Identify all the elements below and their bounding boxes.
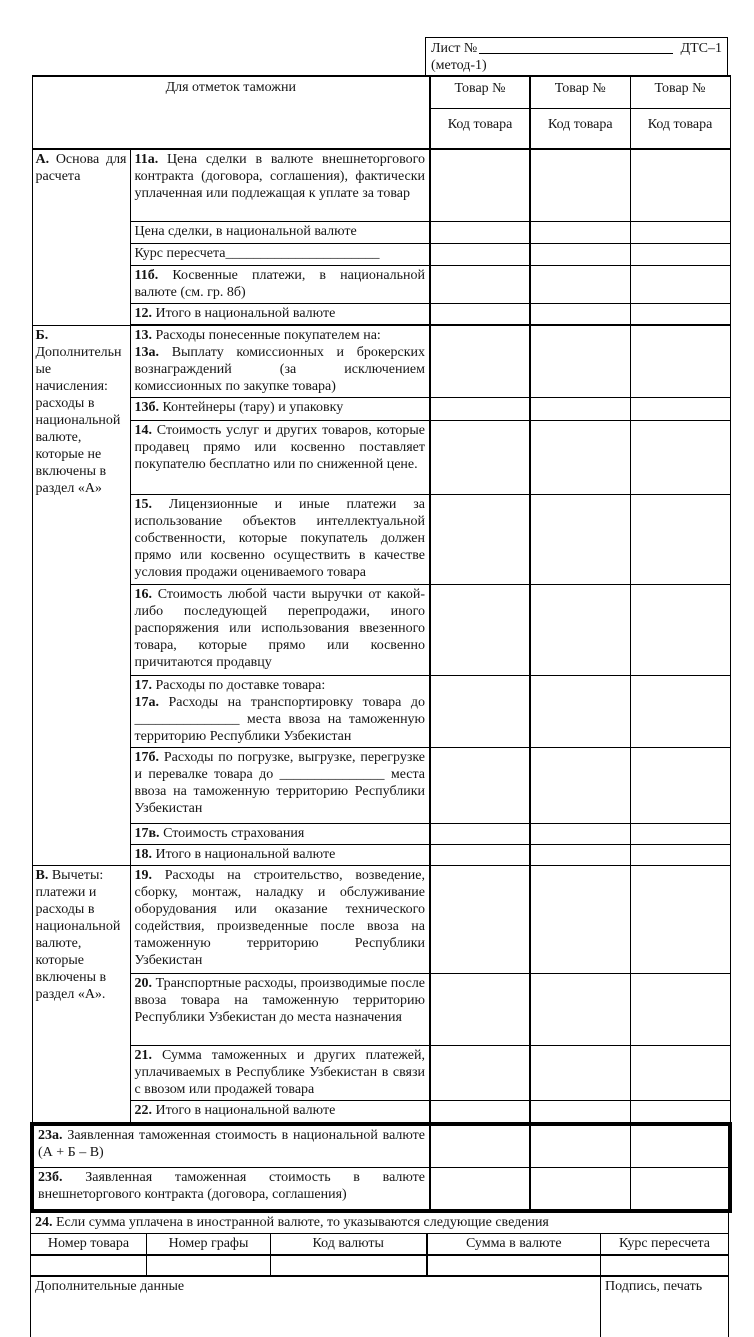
row-15-description xyxy=(130,495,430,585)
value-cell xyxy=(430,748,530,824)
value-cell xyxy=(630,266,730,304)
row-13-line xyxy=(135,327,426,344)
row-23a xyxy=(32,1124,730,1168)
section-a-text: Основа для расчета xyxy=(35,152,127,184)
row-text: Расходы по погрузке, выгрузке, перегрузке и перевалке товара до _______________ места ввоза на таможенную территорию Республики Узбекистан xyxy=(134,750,426,816)
row-exchange-rate-description xyxy=(130,244,430,266)
value-cell xyxy=(430,585,530,676)
row-17-description xyxy=(130,676,430,748)
value-cell xyxy=(630,398,730,421)
entry-cell-box-number xyxy=(147,1255,271,1276)
product-no-header-3: Товар № xyxy=(630,76,730,109)
row-17b xyxy=(32,748,730,824)
section-b-label xyxy=(32,325,130,866)
value-cell xyxy=(530,824,630,845)
product-code-header-2: Код товара xyxy=(530,109,630,150)
row-16 xyxy=(32,585,730,676)
row-text: Стоимость любой части выручки от какой-либо последующей перепродажи, иного распоряжения или использования ввезенного товара, которые прямо или косвенно причитаются продавцу xyxy=(134,587,426,670)
sheet-number-line xyxy=(431,40,722,57)
row-15 xyxy=(32,495,730,585)
row-13a-line xyxy=(135,344,426,395)
row-11b-description xyxy=(130,266,430,304)
sheet-number-box xyxy=(425,37,728,75)
section-v-num: В. xyxy=(35,868,49,883)
currency-table-header-row xyxy=(31,1234,729,1256)
row-11a xyxy=(32,149,730,222)
value-cell xyxy=(530,495,630,585)
value-cell xyxy=(530,845,630,866)
value-cell xyxy=(430,398,530,421)
value-cell xyxy=(430,222,530,244)
row-22 xyxy=(32,1101,730,1125)
value-cell xyxy=(430,1168,530,1212)
value-cell xyxy=(530,748,630,824)
row-11a-description xyxy=(130,149,430,222)
customs-marks-header: Для отметок таможни xyxy=(32,76,430,149)
section-b-num: Б. xyxy=(35,327,49,343)
column-header-box-number: Номер графы xyxy=(147,1234,271,1256)
value-cell xyxy=(530,676,630,748)
row-exchange-rate xyxy=(32,244,730,266)
sheet-label: Лист № xyxy=(431,41,478,56)
row-11b xyxy=(32,266,730,304)
value-cell xyxy=(630,1046,730,1101)
row-12 xyxy=(32,304,730,326)
value-cell xyxy=(530,421,630,495)
row-text: Курс пересчета______________________ xyxy=(134,246,380,261)
row-24 xyxy=(31,1213,729,1234)
value-cell xyxy=(630,495,730,585)
value-cell xyxy=(430,845,530,866)
row-text: Итого в национальной валюте xyxy=(155,306,336,321)
value-cell xyxy=(630,325,730,398)
row-17 xyxy=(32,676,730,748)
row-17v-description xyxy=(130,824,430,845)
row-text: Заявленная таможенная стоимость в национальной валюте (А + Б – В) xyxy=(38,1128,426,1160)
row-13b-description xyxy=(130,398,430,421)
column-header-amount: Сумма в валюте xyxy=(427,1234,601,1256)
row-deal-price-description xyxy=(130,222,430,244)
value-cell xyxy=(630,304,730,326)
row-text: Цена сделки, в национальной валюте xyxy=(134,224,357,239)
additional-data-cell: Дополнительные данные xyxy=(31,1276,601,1337)
section-a-num: А. xyxy=(35,152,50,167)
value-cell xyxy=(530,304,630,326)
row-text: Стоимость услуг и других товаров, которые продавец прямо или косвенно поставляет покупателю бесплатно или по сниженной цене. xyxy=(134,423,426,472)
row-num: 18. xyxy=(134,847,152,862)
row-num: 15. xyxy=(134,497,152,512)
value-cell xyxy=(630,1101,730,1125)
row-text: Транспортные расходы, производимые после ввоза товара на таможенную территорию Республики Узбекистан до места назначения xyxy=(134,976,426,1025)
value-cell xyxy=(430,866,530,974)
value-cell xyxy=(530,1124,630,1168)
value-cell xyxy=(630,824,730,845)
entry-cell-product-number xyxy=(31,1255,147,1276)
row-23b xyxy=(32,1168,730,1212)
value-cell xyxy=(630,149,730,222)
row-text: Расходы на транспортировку товара до _______________ места ввоза на таможенную территорию Республики Узбекистан xyxy=(134,695,426,744)
product-no-header-2: Товар № xyxy=(530,76,630,109)
value-cell xyxy=(630,244,730,266)
row-22-description xyxy=(130,1101,430,1125)
row-19 xyxy=(32,866,730,974)
row-num: 16. xyxy=(134,587,152,602)
row-num: 17а. xyxy=(134,695,159,710)
row-text: Расходы на строительство, возведение, сборку, монтаж, наладку и обслуживание оборудования или оказание технического содействия, произведенные после ввоза на таможенную территорию Республики Узбекистан xyxy=(134,868,426,968)
row-23a-description xyxy=(32,1124,430,1168)
value-cell xyxy=(530,398,630,421)
section-v-text: Вычеты: платежи и расходы в национальной валюте, которые включены в раздел «А». xyxy=(35,868,121,1002)
row-num: 17б. xyxy=(134,750,159,765)
value-cell xyxy=(630,222,730,244)
value-cell xyxy=(430,149,530,222)
value-cell xyxy=(530,266,630,304)
value-cell xyxy=(530,585,630,676)
value-cell xyxy=(530,149,630,222)
signature-stamp-cell: Подпись, печать xyxy=(601,1276,729,1337)
row-17b-description xyxy=(130,748,430,824)
section-b-text: Дополнительные начисления: расходы в национальной валюте, которые не включены в раздел «А» xyxy=(35,344,122,496)
value-cell xyxy=(430,304,530,326)
value-cell xyxy=(630,748,730,824)
row-text: Цена сделки в валюте внешнеторгового контракта (договора, соглашения), фактически уплаченная или подлежащая к уплате за товар xyxy=(134,152,426,201)
row-num: 22. xyxy=(134,1103,152,1118)
row-16-description xyxy=(130,585,430,676)
row-text: Контейнеры (тару) и упаковку xyxy=(162,400,344,415)
row-num: 11б. xyxy=(134,268,159,283)
row-text: Итого в национальной валюте xyxy=(155,1103,336,1118)
section-a-label xyxy=(32,149,130,325)
row-num: 14. xyxy=(134,423,152,438)
additional-data-row xyxy=(31,1276,729,1337)
row-18 xyxy=(32,845,730,866)
value-cell xyxy=(530,866,630,974)
row-num: 17в. xyxy=(134,826,160,841)
row-12-description xyxy=(130,304,430,326)
value-cell xyxy=(630,585,730,676)
value-cell xyxy=(530,1101,630,1125)
row-num: 21. xyxy=(134,1048,152,1063)
value-cell xyxy=(530,325,630,398)
value-cell xyxy=(530,974,630,1046)
product-code-header-1: Код товара xyxy=(430,109,530,150)
row-21-description xyxy=(130,1046,430,1101)
row-14-description xyxy=(130,421,430,495)
entry-cell-amount xyxy=(427,1255,601,1276)
value-cell xyxy=(430,421,530,495)
row-17a-line xyxy=(135,694,426,745)
section-v-label xyxy=(32,866,130,1125)
row-num: 23а. xyxy=(38,1128,63,1143)
product-no-header-1: Товар № xyxy=(430,76,530,109)
row-23b-description xyxy=(32,1168,430,1212)
row-text: Выплату комиссионных и брокерских вознаграждений (за исключением комиссионных по закупке товара) xyxy=(134,345,426,394)
value-cell xyxy=(630,866,730,974)
row-13 xyxy=(32,325,730,398)
row-text: Сумма таможенных и других платежей, уплачиваемых в Республике Узбекистан в связи с ввозом или продажей товара xyxy=(134,1048,426,1097)
value-cell xyxy=(630,974,730,1046)
row-num: 13. xyxy=(134,328,152,343)
value-cell xyxy=(630,1124,730,1168)
row-num: 11а. xyxy=(134,152,159,167)
row-text: Стоимость страхования xyxy=(163,826,305,841)
value-cell xyxy=(530,244,630,266)
row-24-description xyxy=(31,1213,729,1234)
form-code-label: ДТС–1 xyxy=(680,41,722,56)
value-cell xyxy=(630,676,730,748)
row-num: 24. xyxy=(35,1215,53,1230)
sheet-number-blank xyxy=(479,53,672,54)
value-cell xyxy=(430,676,530,748)
value-cell xyxy=(430,974,530,1046)
row-deal-price xyxy=(32,222,730,244)
row-18-description xyxy=(130,845,430,866)
value-cell xyxy=(430,495,530,585)
row-text: Заявленная таможенная стоимость в валюте внешнеторгового контракта (договора, соглашения) xyxy=(38,1170,426,1202)
row-14 xyxy=(32,421,730,495)
row-19-description xyxy=(130,866,430,974)
row-text: Лицензионные и иные платежи за использование объектов интеллектуальной собственности, которые покупатель должен прямо или косвенно осуществить в качестве условия продажи оцениваемого товара xyxy=(134,497,426,580)
row-num: 12. xyxy=(134,306,152,321)
row-13b xyxy=(32,398,730,421)
value-cell xyxy=(430,1046,530,1101)
row-num: 17. xyxy=(134,678,152,693)
row-text: Расходы по доставке товара: xyxy=(155,678,326,693)
form-dts1 xyxy=(30,37,728,1337)
row-num: 23б. xyxy=(38,1170,63,1185)
row-num: 13б. xyxy=(134,400,159,415)
row-text: Косвенные платежи, в национальной валюте (см. гр. 8б) xyxy=(134,268,426,300)
value-cell xyxy=(630,845,730,866)
value-cell xyxy=(630,421,730,495)
entry-cell-exchange-rate xyxy=(601,1255,729,1276)
row-17v xyxy=(32,824,730,845)
column-header-exchange-rate: Курс пересчета xyxy=(601,1234,729,1256)
currency-table-entry-row xyxy=(31,1255,729,1276)
value-cell xyxy=(430,824,530,845)
row-text: Расходы понесенные покупателем на: xyxy=(155,328,381,343)
value-cell xyxy=(530,1046,630,1101)
column-header-currency-code: Код валюты xyxy=(271,1234,427,1256)
value-cell xyxy=(530,1168,630,1212)
value-cell xyxy=(430,1124,530,1168)
row-text: Если сумма уплачена в иностранной валюте, то указываются следующие сведения xyxy=(56,1215,549,1230)
product-code-header-3: Код товара xyxy=(630,109,730,150)
value-cell xyxy=(530,222,630,244)
foreign-currency-table xyxy=(30,1213,729,1337)
row-num: 20. xyxy=(134,976,152,991)
value-cell xyxy=(430,325,530,398)
value-cell xyxy=(630,1168,730,1212)
value-cell xyxy=(430,244,530,266)
row-text: Итого в национальной валюте xyxy=(155,847,336,862)
entry-cell-currency-code xyxy=(271,1255,427,1276)
method-label: (метод-1) xyxy=(431,58,487,73)
row-20-description xyxy=(130,974,430,1046)
header-row-product xyxy=(32,76,730,109)
valuation-table xyxy=(30,75,732,1213)
value-cell xyxy=(430,266,530,304)
value-cell xyxy=(430,1101,530,1125)
row-17-line xyxy=(135,677,426,694)
row-20 xyxy=(32,974,730,1046)
column-header-product-number: Номер товара xyxy=(31,1234,147,1256)
row-13-description xyxy=(130,325,430,398)
row-num: 19. xyxy=(134,868,152,883)
row-num: 13а. xyxy=(134,345,159,360)
row-21 xyxy=(32,1046,730,1101)
